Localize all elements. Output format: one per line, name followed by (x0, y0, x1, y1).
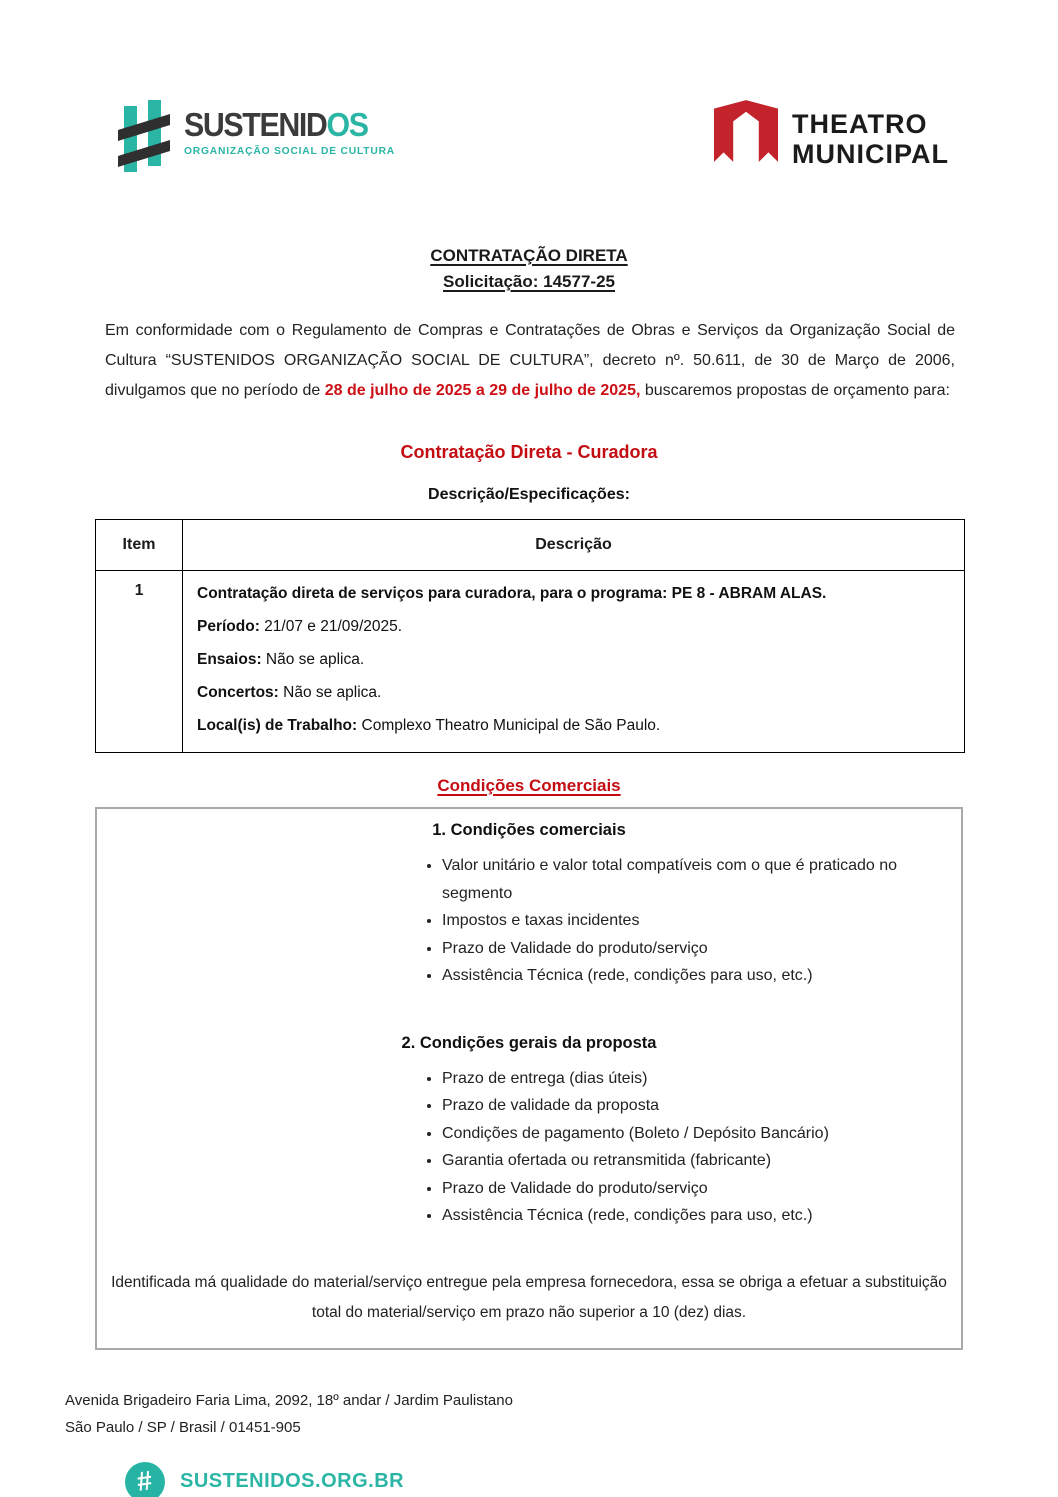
footer-address (65, 1387, 1058, 1441)
title-line1: CONTRATAÇÃO DIRETA (430, 246, 628, 265)
intro-before: Em conformidade com o Regulamento de Compras e Contratações de Obras e Serviços da Organização Social de Cultura “SUSTENIDOS ORGANIZAÇÃO SOCIAL DE CULTURA”, decreto nº. 50.611, de 30 de Março de 2006, divulgamos que no período de (105, 322, 955, 399)
address-line2: São Paulo / SP / Brasil / 01451-905 (65, 1418, 301, 1436)
col-header-item: Item (96, 520, 183, 571)
list-item: • Garantia ofertada ou retransmitida (fabricante) (442, 1147, 961, 1175)
section-heading: Contratação Direta - Curadora (400, 442, 658, 462)
list-item: • Prazo de Validade do produto/serviço (442, 935, 961, 963)
title-line2: Solicitação: 14577-25 (443, 272, 615, 291)
intro-paragraph (105, 316, 955, 406)
description-cell (183, 571, 965, 753)
hash-circle-icon: # (125, 1462, 165, 1497)
footer-brand (125, 1462, 1058, 1497)
list-item: • Assistência Técnica (rede, condições para uso, etc.) (442, 1202, 961, 1230)
intro-date-range: 28 de julho de 2025 a 29 de julho de 2025, (324, 382, 641, 399)
hash-icon (118, 92, 174, 180)
desc-line-concertos: Concertos: Não se aplica. (197, 684, 382, 701)
list-item: • Prazo de entrega (dias úteis) (442, 1065, 961, 1093)
cond-section2-title: 2. Condições gerais da proposta (401, 1033, 657, 1052)
theatro-arch-icon (714, 100, 778, 162)
spec-table (95, 519, 965, 753)
list-item: • Prazo de Validade do produto/serviço (442, 1175, 961, 1203)
sustenidos-wordmark: SUSTENIDOS (184, 106, 368, 143)
cond-section1-title: 1. Condições comerciais (432, 821, 626, 839)
theatro-wordmark (792, 100, 949, 169)
list-item: • Condições de pagamento (Boleto / Depósito Bancário) (442, 1120, 961, 1148)
intro-after: buscaremos propostas de orçamento para: (640, 382, 950, 399)
col-header-descricao: Descrição (183, 520, 965, 571)
list-item: • Prazo de validade da proposta (442, 1092, 961, 1120)
theatro-municipal-logo (714, 100, 949, 169)
list-item: • Impostos e taxas incidentes (442, 907, 961, 935)
item-number-cell: 1 (96, 571, 183, 753)
table-row (96, 571, 965, 753)
desc-line-periodo: Período: 21/07 e 21/09/2025. (197, 618, 403, 635)
theatro-line2: MUNICIPAL (792, 139, 949, 169)
commercial-conditions-heading: Condições Comerciais (437, 776, 621, 795)
sustenidos-logo (118, 92, 399, 180)
desc-line-program: Contratação direta de serviços para curadora, para o programa: PE 8 - ABRAM ALAS. (197, 585, 827, 602)
address-line1: Avenida Brigadeiro Faria Lima, 2092, 18º andar / Jardim Paulistano (65, 1391, 513, 1409)
list-item: • Valor unitário e valor total compatíveis com o que é praticado no segmento (442, 852, 961, 907)
desc-line-ensaios: Ensaios: Não se aplica. (197, 651, 365, 668)
cond-section2-list (97, 1065, 961, 1230)
cond-section1-list (97, 852, 961, 990)
quality-note: Identificada má qualidade do material/serviço entregue pela empresa fornecedora, essa se obriga a efetuar a substituição total do material/serviço em prazo não superior a 10 (dez) dias. (111, 1273, 947, 1321)
spec-table-header-row (96, 520, 965, 571)
commercial-conditions-box (95, 807, 963, 1350)
spec-heading: Descrição/Especificações: (428, 486, 630, 503)
document-title (0, 243, 1058, 295)
desc-line-local: Local(is) de Trabalho: Complexo Theatro Municipal de São Paulo. (197, 717, 661, 734)
sustenidos-logo-text (184, 92, 399, 157)
sustenidos-tagline: ORGANIZAÇÃO SOCIAL DE CULTURA (184, 145, 396, 157)
list-item: • Assistência Técnica (rede, condições para uso, etc.) (442, 962, 961, 990)
footer-website: SUSTENIDOS.ORG.BR (180, 1470, 405, 1492)
theatro-line1: THEATRO (792, 109, 928, 139)
